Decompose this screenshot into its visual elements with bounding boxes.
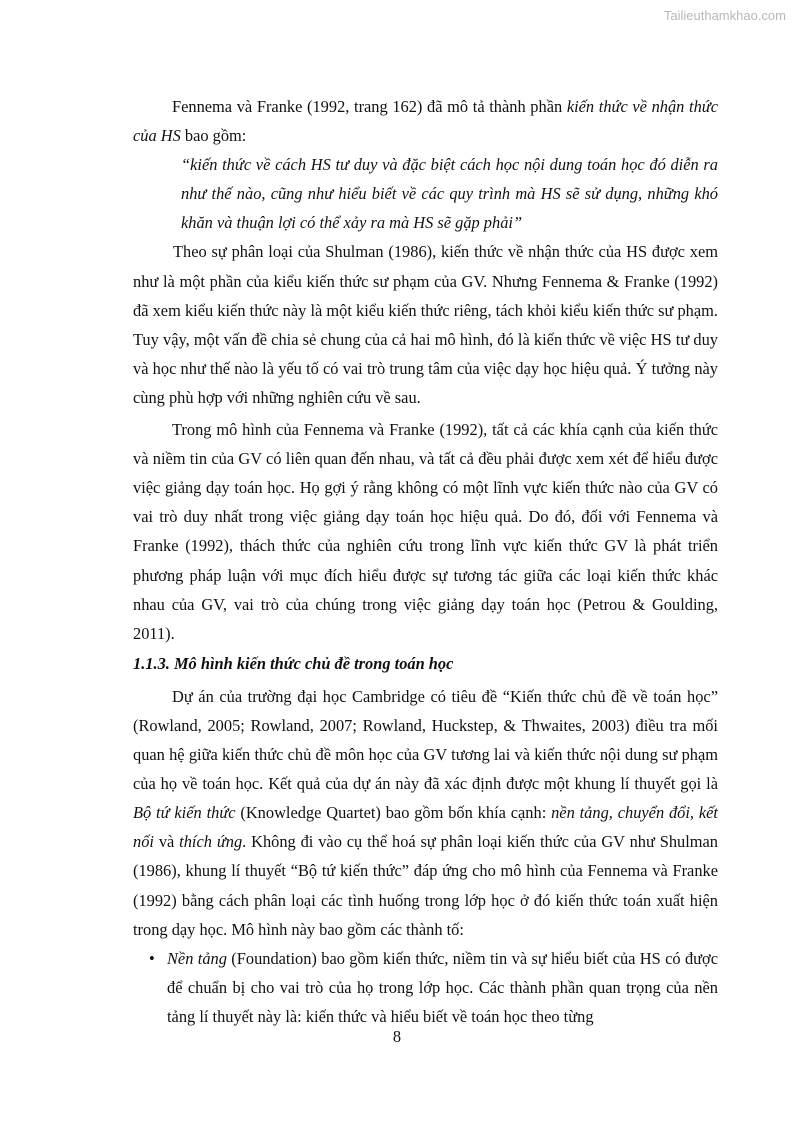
paragraph-1-text-a: Fennema và Franke (1992, trang 162) đã mô tả thành phần bbox=[172, 97, 567, 116]
paragraph-4-text-a: Dự án của trường đại học Cambridge có tiêu đề “Kiến thức chủ đề về toán học” (Rowland, 2005; Rowland, 2007; Rowland, Huckstep, & Thwaites, 2003) điều tra mối quan hệ giữa kiến thức chủ đề môn học của GV tương lai và kiến thức nội dung sư phạm của họ về toán học. Kết quả của dự án này đã xác định được một khung lí thuyết gọi là bbox=[133, 686, 718, 794]
bullet-item-foundation bbox=[133, 944, 718, 1031]
paragraph-4-text-c: (Knowledge Quartet) bao gồm bốn khía cạnh: bbox=[235, 803, 552, 823]
paragraph-4 bbox=[133, 682, 718, 944]
bullet-text: (Foundation) bao gồm kiến thức, niềm tin và sự hiểu biết của HS có được để chuẩn bị cho vai trò của họ trong lớp học. Các thành phần quan trọng của nền tảng lí thuyết này là: kiến thức và hiểu biết về toán học theo từng bbox=[167, 948, 718, 1026]
page-number: 8 bbox=[392, 1027, 402, 1046]
paragraph-4-text-g: . Không đi vào cụ thể hoá sự phân loại kiến thức của GV như Shulman (1986), khung lí thuyết “Bộ tứ kiến thức” đáp ứng cho mô hình của Fennema và Franke (1992) bằng cách phân loại các tình huống trong lớp học ở đó kiến thức toán xuất hiện trong dạy học. Mô hình này bao gồm các thành tố: bbox=[133, 832, 719, 939]
watermark: Tailieuthamkhao.com bbox=[663, 8, 786, 23]
bullet-marker: • bbox=[149, 948, 155, 968]
paragraph-1-italic-term: kiến thức về nhận thức của HS bbox=[133, 97, 718, 146]
paragraph-1-text-c: bao gồm: bbox=[180, 126, 247, 146]
section-heading: 1.1.3. Mô hình kiến thức chủ đề trong toán học bbox=[133, 653, 454, 673]
page-body bbox=[133, 92, 718, 1031]
paragraph-4-text-e: và bbox=[153, 832, 180, 852]
quotation: “kiến thức về cách HS tư duy và đặc biệt cách học nội dung toán học đó diễn ra như thế nào, cũng như hiểu biết về các quy trình mà HS sẽ sử dụng, những khó khăn và thuận lợi có thể xảy ra mà HS sẽ gặp phải” bbox=[181, 155, 718, 233]
paragraph-4-italic-b: Bộ tứ kiến thức bbox=[133, 803, 236, 823]
bullet-term: Nền tảng bbox=[167, 948, 227, 968]
paragraph-1 bbox=[133, 92, 718, 150]
paragraph-4-italic-d: nền tảng, chuyển đổi, kết nối bbox=[133, 803, 718, 852]
paragraph-4-italic-f: thích ứng bbox=[179, 832, 243, 852]
paragraph-2: Theo sự phân loại của Shulman (1986), kiến thức về nhận thức của HS được xem như là một phần của kiểu kiến thức sư phạm của GV. Nhưng Fennema & Franke (1992) đã xem kiểu kiến thức này là một kiểu kiến thức riêng, tách khỏi kiểu kiến thức sư phạm. Tuy vậy, một vấn đề chia sẻ chung của cả hai mô hình, đó là kiến thức về việc HS tư duy và học như thế nào là yếu tố có vai trò trung tâm của việc dạy học hiệu quả. Ý tưởng này cùng phù hợp với những nghiên cứu về sau. bbox=[133, 242, 718, 407]
paragraph-3: Trong mô hình của Fennema và Franke (1992), tất cả các khía cạnh của kiến thức và niềm tin của GV có liên quan đến nhau, và tất cả đều phải được xem xét để hiểu được việc giảng dạy toán học. Họ gợi ý rằng không có một lĩnh vực kiến thức nào của GV có vai trò duy nhất trong việc giảng dạy toán học hiệu quả. Do đó, đối với Fennema và Franke (1992), thách thức của nghiên cứu trong lĩnh vực kiến thức GV là phát triển phương pháp luận với mục đích hiểu được sự tương tác giữa các loại kiến thức khác nhau của GV, vai trò của chúng trong việc giảng dạy toán học (Petrou & Goulding, 2011). bbox=[133, 420, 718, 643]
